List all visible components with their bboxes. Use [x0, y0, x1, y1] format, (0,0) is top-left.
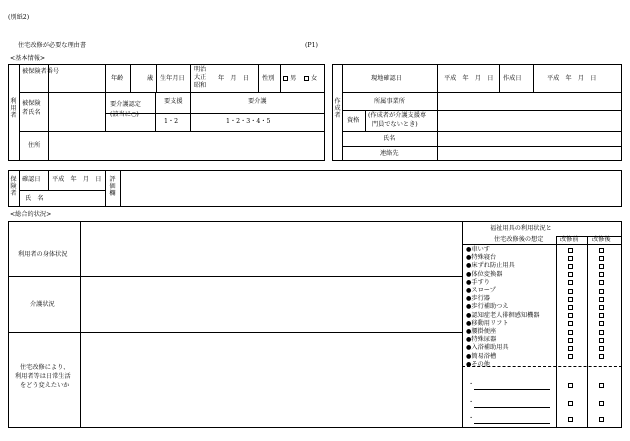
equipment-before-checkbox[interactable]: [568, 272, 573, 277]
qualification-note-1: (作成者が介護支援専: [368, 112, 427, 119]
creator-name-label: 氏名: [383, 135, 396, 142]
evaluation-label: 評価欄: [109, 176, 116, 198]
equipment-after-checkbox[interactable]: [599, 297, 604, 302]
insured-name-label-1: 被保険: [22, 100, 41, 107]
age-unit: 歳: [147, 75, 154, 82]
equipment-before-checkbox[interactable]: [568, 346, 573, 351]
equipment-after-checkbox[interactable]: [599, 280, 604, 285]
create-date-value[interactable]: 平成 年 月 日: [547, 75, 597, 82]
equipment-item: ●床ずれ防止用具: [466, 262, 515, 270]
female-checkbox[interactable]: [304, 76, 309, 81]
era-meiji: 明治: [194, 66, 207, 73]
contact-label: 連絡先: [380, 150, 399, 157]
qualification-label: 資格: [347, 117, 360, 124]
insured-number-label: 被保険者番号: [22, 68, 60, 75]
care-levels[interactable]: 1・2・3・4・5: [226, 118, 271, 125]
confirm-date-label: 確認日: [22, 176, 41, 183]
era-taisho: 大正: [194, 74, 207, 81]
visit-date-label: 現地確認日: [371, 75, 402, 82]
equipment-before-checkbox[interactable]: [568, 321, 573, 326]
insured-number-value[interactable]: [48, 70, 105, 84]
insured-name-label-2: 者氏名: [22, 109, 41, 116]
equipment-item: ●移動用リフト: [466, 319, 509, 327]
user-group-label: 利用者: [10, 98, 17, 120]
equipment-after-checkbox[interactable]: [599, 346, 604, 351]
equipment-item: ●歩行補助つえ: [466, 303, 509, 311]
other-3-before-checkbox[interactable]: [568, 417, 573, 422]
equipment-before-checkbox[interactable]: [568, 289, 573, 294]
other-blank-bullet-2: ・: [468, 399, 475, 406]
insurer-group-label: 保険者: [10, 176, 17, 198]
equipment-item: ●体位変換器: [466, 270, 503, 278]
other-blank-line-3[interactable]: [474, 423, 550, 424]
equipment-before-checkbox[interactable]: [568, 305, 573, 310]
equipment-after-checkbox[interactable]: [599, 289, 604, 294]
office-label: 所属事業所: [374, 98, 405, 105]
equipment-before-checkbox[interactable]: [568, 313, 573, 318]
equipment-before-checkbox[interactable]: [568, 248, 573, 253]
equipment-before-checkbox[interactable]: [568, 280, 573, 285]
equipment-after-checkbox[interactable]: [599, 313, 604, 318]
create-date-label: 作成日: [503, 75, 522, 82]
equipment-header-1: 福祉用具の利用状況と: [490, 225, 552, 232]
other-blank-line-2[interactable]: [474, 407, 550, 408]
equipment-header-2: 住宅改修後の想定: [494, 236, 544, 243]
insurer-name-label: 氏 名: [25, 195, 44, 202]
care-label: 要介護: [248, 98, 267, 105]
equipment-item: ●特殊寝台: [466, 254, 497, 262]
equipment-after-checkbox[interactable]: [599, 330, 604, 335]
overall-heading: <総合的状況>: [10, 211, 52, 218]
equipment-before-checkbox[interactable]: [568, 264, 573, 269]
basic-info-heading: <基本情報>: [10, 55, 46, 62]
equipment-after-checkbox[interactable]: [599, 256, 604, 261]
other-2-after-checkbox[interactable]: [599, 401, 604, 406]
age-label: 年齢: [111, 75, 124, 82]
creator-group-label: 作成者: [334, 98, 341, 120]
care-condition-label: 介護状況: [30, 301, 55, 308]
qualification-note-2: 門員でないとき): [372, 121, 418, 128]
male-checkbox[interactable]: [283, 76, 288, 81]
document-title: 住宅改修が必要な理由書: [18, 42, 87, 49]
equipment-before-checkbox[interactable]: [568, 354, 573, 359]
equipment-item: ●その他: [466, 360, 490, 368]
confirm-date-value[interactable]: 平成 年 月 日: [52, 176, 102, 183]
sex-label: 性別: [262, 75, 275, 82]
goal-label-2: 利用者等は日常生活: [15, 373, 71, 380]
page-indicator: (P1): [305, 42, 318, 49]
equipment-before-checkbox[interactable]: [568, 330, 573, 335]
era-showa: 昭和: [194, 82, 207, 89]
other-blank-bullet-1: ・: [468, 381, 475, 388]
form-number: (別紙2): [8, 14, 30, 21]
overall-box: [8, 221, 622, 428]
equipment-after-checkbox[interactable]: [599, 321, 604, 326]
other-1-after-checkbox[interactable]: [599, 383, 604, 388]
before-renovation-label: 改修前: [560, 236, 579, 243]
after-renovation-label: 改修後: [592, 236, 611, 243]
other-3-after-checkbox[interactable]: [599, 417, 604, 422]
equipment-item: ●歩行器: [466, 295, 490, 303]
equipment-before-checkbox[interactable]: [568, 338, 573, 343]
equipment-after-checkbox[interactable]: [599, 264, 604, 269]
equipment-after-checkbox[interactable]: [599, 248, 604, 253]
equipment-item: ●手すり: [466, 278, 490, 286]
equipment-before-checkbox[interactable]: [568, 297, 573, 302]
body-condition-label: 利用者の身体状況: [18, 251, 68, 258]
equipment-item: ●車いす: [466, 246, 490, 253]
other-blank-line-1[interactable]: [474, 389, 550, 390]
equipment-before-checkbox[interactable]: [568, 256, 573, 261]
equipment-item: ●スロープ: [466, 287, 496, 294]
equipment-item: ●簡易浴槽: [466, 352, 497, 360]
equipment-after-checkbox[interactable]: [599, 354, 604, 359]
support-levels[interactable]: 1・2: [164, 118, 179, 125]
goal-label-3: をどう変えたいか: [20, 382, 70, 389]
birth-label: 生年月日: [160, 75, 185, 82]
equipment-after-checkbox[interactable]: [599, 338, 604, 343]
other-blank-bullet-3: ・: [468, 415, 475, 422]
male-label: 男: [290, 75, 297, 82]
female-label: 女: [311, 75, 318, 82]
care-cert-note: (該当に○): [110, 111, 139, 118]
support-label: 要支援: [164, 98, 183, 105]
equipment-after-checkbox[interactable]: [599, 272, 604, 277]
other-1-before-checkbox[interactable]: [568, 383, 573, 388]
goal-label-1: 住宅改修により、: [20, 364, 70, 371]
care-cert-label: 要介護認定: [110, 101, 141, 108]
visit-date-value[interactable]: 平成 年 月 日: [444, 75, 494, 82]
birth-ymd: 年 月 日: [218, 75, 249, 82]
other-2-before-checkbox[interactable]: [568, 401, 573, 406]
equipment-after-checkbox[interactable]: [599, 305, 604, 310]
equipment-item: ●特殊尿器: [466, 336, 497, 344]
address-label: 住所: [28, 142, 41, 149]
equipment-item: ●認知症老人徘徊感知機器: [466, 311, 540, 319]
equipment-item: ●入浴補助用具: [466, 344, 509, 352]
equipment-item: ●腰掛便座: [466, 328, 497, 335]
